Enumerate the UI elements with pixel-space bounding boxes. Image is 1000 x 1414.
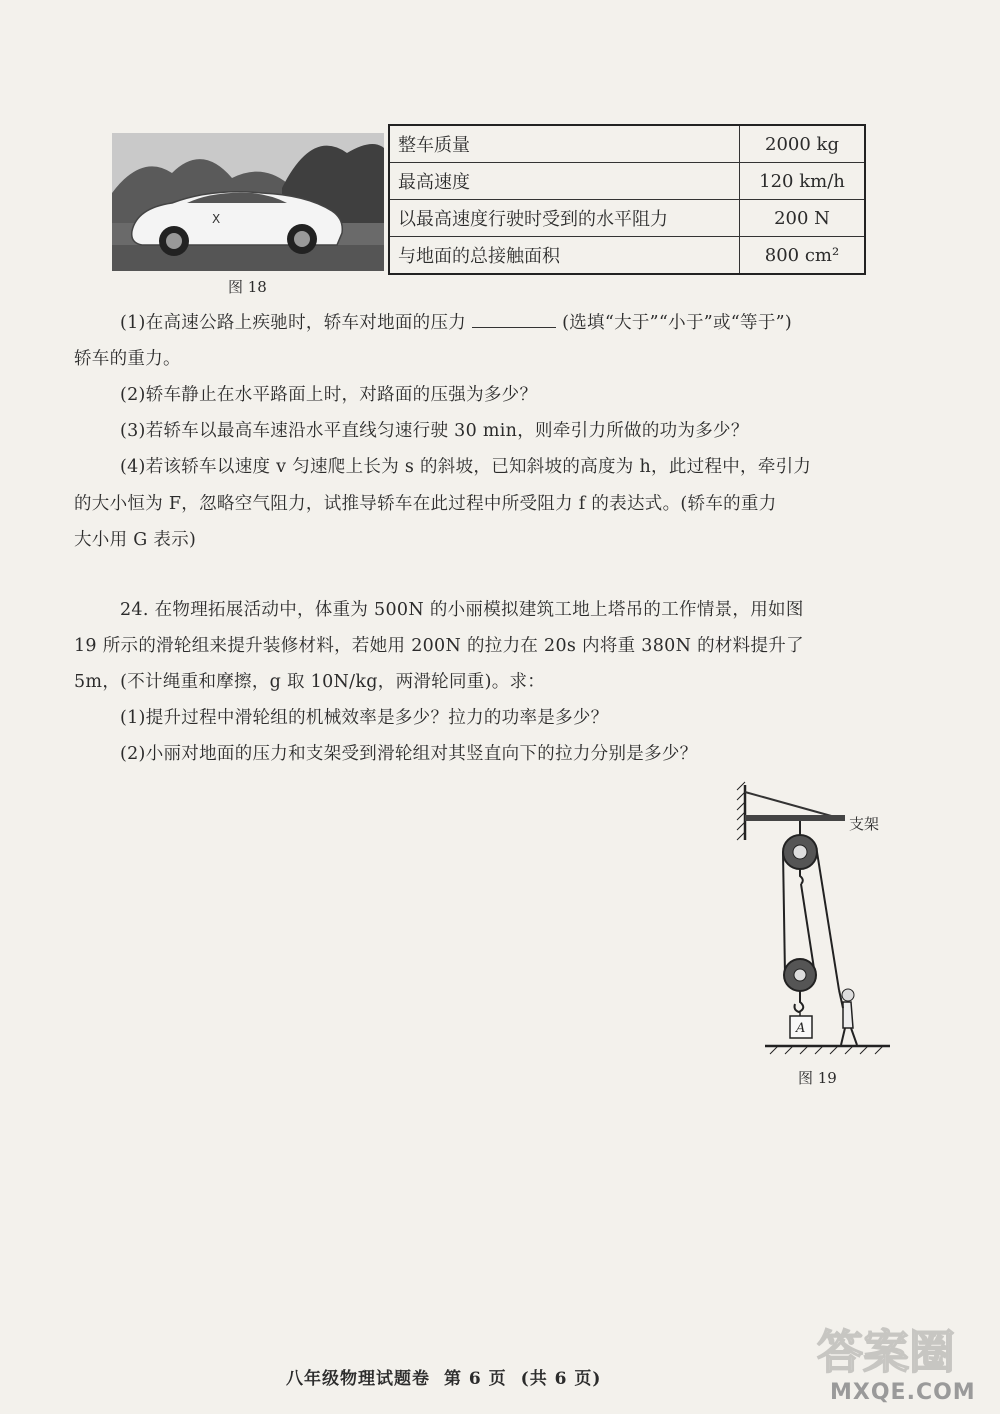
- spec-value: 120 km/h: [740, 163, 866, 200]
- q23-part2: (2)轿车静止在水平路面上时，对路面的压强为多少？: [120, 385, 538, 405]
- table-row: [389, 163, 865, 200]
- figure-19-caption: 图 19: [798, 1069, 837, 1087]
- spec-value: 800 cm²: [740, 237, 866, 275]
- spec-value: 2000 kg: [740, 125, 866, 163]
- watermark-text: MXQE.COM: [830, 1380, 976, 1405]
- q24-part2: (2)小丽对地面的压力和支架受到滑轮组对其竖直向下的拉力分别是多少？: [120, 744, 698, 764]
- footer-page: 第 6 页: [444, 1369, 507, 1389]
- footer-total: (共 6 页): [520, 1369, 602, 1389]
- support-label: 支架: [849, 815, 880, 833]
- table-row: [389, 125, 865, 163]
- watermark-logo-text: 答案圈: [817, 1325, 955, 1379]
- q23-part4-cont: 的大小恒为 F，忽略空气阻力，试推导轿车在此过程中所受阻力 f 的表达式。(轿车的重力: [74, 494, 777, 514]
- table-row: [389, 237, 865, 275]
- spec-label: 以最高速度行驶时受到的水平阻力: [389, 200, 740, 237]
- spec-value: 200 N: [740, 200, 866, 237]
- answer-blank[interactable]: [472, 311, 556, 328]
- q23-part1-hint: (选填“大于”“小于”或“等于”): [562, 313, 793, 333]
- car-spec-table: [388, 124, 866, 275]
- q24-stem-line3: 5m，(不计绳重和摩擦，g 取 10N/kg，两滑轮同重)。求：: [74, 672, 546, 692]
- q23-part4-cont2: 大小用 G 表示): [74, 530, 197, 550]
- spec-label: 与地面的总接触面积: [389, 237, 740, 275]
- q23-part3: (3)若轿车以最高车速沿水平直线匀速行驶 30 min，则牵引力所做的功为多少？: [120, 421, 749, 441]
- q24-stem-line1: 24. 在物理拓展活动中，体重为 500N 的小丽模拟建筑工地上塔吊的工作情景，用如图: [120, 600, 804, 620]
- car-photo: [112, 133, 384, 271]
- q23-part4: (4)若该轿车以速度 v 匀速爬上长为 s 的斜坡，已知斜坡的高度为 h，此过程中，牵引力: [120, 457, 812, 477]
- figure-18-caption: 图 18: [228, 278, 267, 296]
- q23-part1-text: (1)在高速公路上疾驰时，轿车对地面的压力: [120, 313, 467, 333]
- footer-subject: 八年级物理试题卷: [286, 1369, 430, 1389]
- spec-label: 整车质量: [389, 125, 740, 163]
- table-row: [389, 200, 865, 237]
- q24-part1: (1)提升过程中滑轮组的机械效率是多少？拉力的功率是多少？: [120, 708, 609, 728]
- page-footer: [286, 1364, 615, 1389]
- car-decal: X: [212, 212, 221, 226]
- q24-stem-line2: 19 所示的滑轮组来提升装修材料，若她用 200N 的拉力在 20s 内将重 380N 的材料提升了: [74, 636, 804, 656]
- q23-part1: [120, 309, 792, 334]
- spec-label: 最高速度: [389, 163, 740, 200]
- block-a-label: A: [796, 1021, 806, 1036]
- q23-part1-cont: 轿车的重力。: [74, 349, 181, 369]
